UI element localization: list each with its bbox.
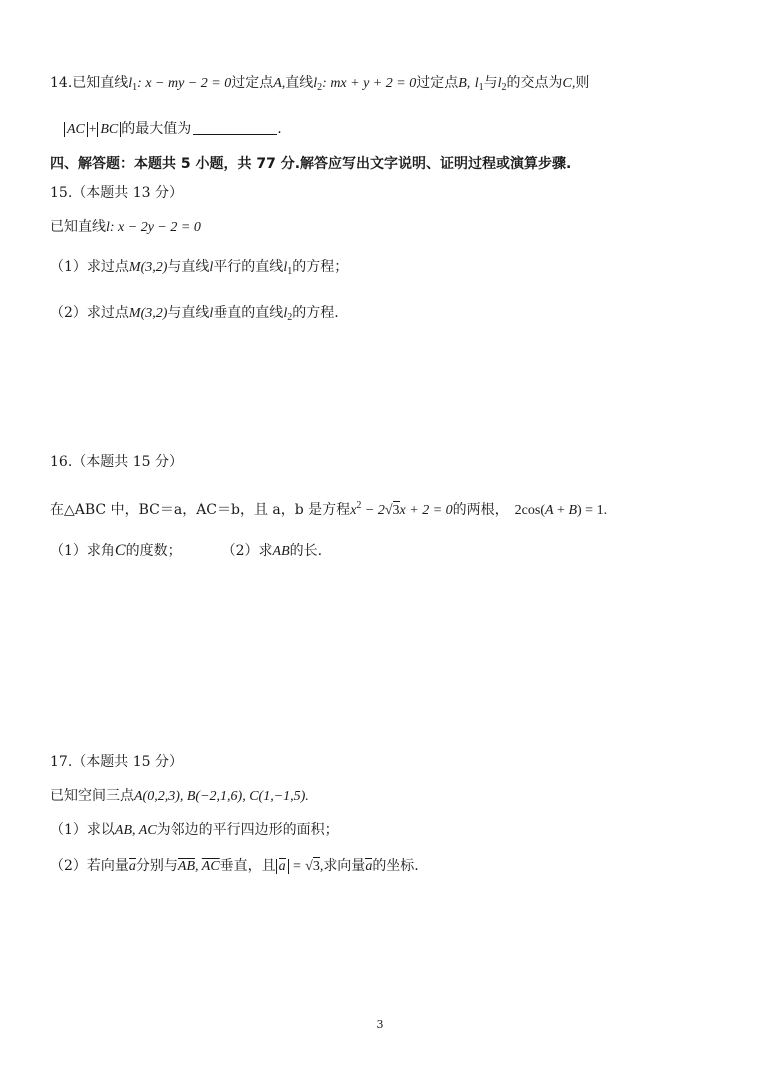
q16-parts: （1）求角C的度数； （2）求AB的长. xyxy=(50,542,323,559)
page-number: 3 xyxy=(376,1018,384,1031)
q15-part1: （1）求过点M(3,2)与直线l平行的直线$l_1$的方程； xyxy=(50,259,349,277)
q17-given: 已知空间三点A(0,2,3), B(−2,1,6), C(1,−1,5). xyxy=(50,788,309,804)
q14-line1: 14.已知直线$l_1$: x − my − 2 = 0过定点A,直线$l_2$: mx + y + 2 = 0过定点B, $l_1$与$l_2$的交点为C,则 xyxy=(50,75,590,93)
q15-header: 15.（本题共 13 分） xyxy=(50,185,183,201)
q14-number: 14. xyxy=(50,75,73,91)
q17-part2: （2）若向量a分别与$\overline{AB}$, $\overline{AC}$垂直，且 a = √3,求向量a的坐标. xyxy=(50,856,419,877)
answer-blank[interactable] xyxy=(193,120,277,135)
q17-part1: （1）求以AB, AC为邻边的平行四边形的面积； xyxy=(50,822,339,838)
q16-header: 16.（本题共 15 分） xyxy=(50,454,183,470)
q15-given: 已知直线l: x − 2y − 2 = 0 xyxy=(50,219,201,235)
q15-part2: （2）求过点M(3,2)与直线l垂直的直线$l_2$的方程. xyxy=(50,305,339,323)
q16-body: 在△ABC 中，BC＝a，AC＝b，且 a，b 是方程$x^2 - 2√3x + 2 = 0$的两根， 2cos(A + B) = 1. xyxy=(50,500,608,518)
section-heading: 四、解答题：本题共 5 小题，共 77 分.解答应写出文字说明、证明过程或演算步骤. xyxy=(50,156,572,172)
q14-line2: AC + BC 的最大值为 . xyxy=(64,119,282,140)
q17-header: 17.（本题共 15 分） xyxy=(50,754,183,770)
